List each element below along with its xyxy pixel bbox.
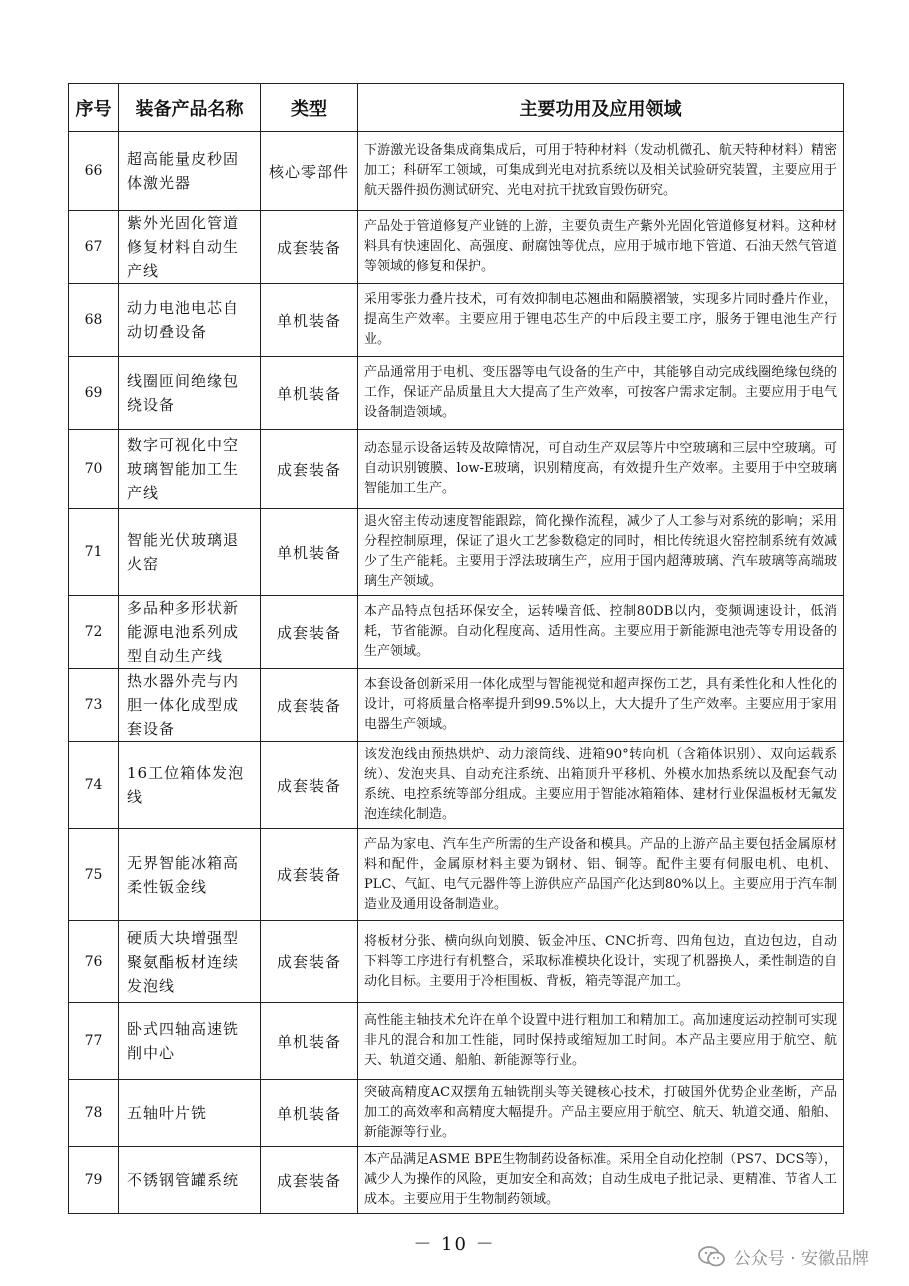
- header-index: 序号: [69, 84, 119, 132]
- row-index: 68: [69, 284, 119, 357]
- product-name: 无界智能冰箱高柔性钣金线: [119, 829, 261, 921]
- product-description: 动态显示设备运转及故障情况，可自动生产双层等片中空玻璃和三层中空玻璃。可自动识别镀膜、low-E玻璃，识别精度高，有效提升生产效率。主要用于中空玻璃智能加工生产。: [358, 430, 844, 509]
- table-row: [69, 132, 844, 211]
- equipment-table: [68, 83, 844, 1214]
- product-description: 产品为家电、汽车生产所需的生产设备和模具。产品的上游产品主要包括金属原材料和配件，金属原材料主要为钢材、铝、铜等。配件主要有伺服电机、电机、PLC、气缸、电气元器件等上游供应产品国产化达到80%以上。主要应用于汽车制造业及通用设备制造业。: [358, 829, 844, 921]
- row-index: 73: [69, 669, 119, 742]
- product-name: 智能光伏玻璃退火窑: [119, 509, 261, 596]
- product-type: 成套装备: [261, 742, 358, 829]
- product-type: 单机装备: [261, 357, 358, 430]
- product-description: 产品处于管道修复产业链的上游，主要负责生产紫外光固化管道修复材料。这种材料具有快速固化、高强度、耐腐蚀等优点，应用于城市地下管道、石油天然气管道等领域的修复和保护。: [358, 211, 844, 284]
- product-description: 该发泡线由预热烘炉、动力滚筒线、进箱90°转向机（含箱体识别）、双向运载系统）、发泡夹具、自动充注系统、出箱顶升平移机、外模水加热系统以及配套气动系统、电控系统等部分组成。主要应用于智能冰箱箱体、建材行业保温板材无氟发泡连续化制造。: [358, 742, 844, 829]
- table-row: [69, 1147, 844, 1214]
- table-row: [69, 357, 844, 430]
- product-name: 不锈钢管罐系统: [119, 1147, 261, 1214]
- product-type: 单机装备: [261, 509, 358, 596]
- table-row: [69, 669, 844, 742]
- product-type: 成套装备: [261, 1147, 358, 1214]
- product-type: 成套装备: [261, 211, 358, 284]
- header-type: 类型: [261, 84, 358, 132]
- product-name: 16工位箱体发泡线: [119, 742, 261, 829]
- table-row: [69, 509, 844, 596]
- product-name: 数字可视化中空玻璃智能加工生产线: [119, 430, 261, 509]
- product-type: 核心零部件: [261, 132, 358, 211]
- row-index: 75: [69, 829, 119, 921]
- product-type: 成套装备: [261, 921, 358, 1003]
- product-description: 退火窑主传动速度智能跟踪，简化操作流程，减少了人工参与对系统的影响；采用分程控制原理，保证了退火工艺参数稳定的同时，相比传统退火窑控制系统有效减少了生产能耗。主要用于浮法玻璃生产，应用于国内超薄玻璃、汽车玻璃等高端玻璃生产领域。: [358, 509, 844, 596]
- product-type: 单机装备: [261, 1080, 358, 1147]
- header-product-name: 装备产品名称: [119, 84, 261, 132]
- row-index: 76: [69, 921, 119, 1003]
- product-name: 热水器外壳与内胆一体化成型成套设备: [119, 669, 261, 742]
- row-index: 74: [69, 742, 119, 829]
- product-name: 紫外光固化管道修复材料自动生产线: [119, 211, 261, 284]
- table-row: [69, 596, 844, 669]
- product-description: 下游激光设备集成商集成后，可用于特种材料（发动机微孔、航天特种材料）精密加工；科研军工领域，可集成到光电对抗系统以及相关试验研究装置，主要应用于航天器件损伤测试研究、光电对抗干扰致盲毁伤研究。: [358, 132, 844, 211]
- product-description: 将板材分张、横向纵向划膜、钣金冲压、CNC折弯、四角包边，直边包边，自动下料等工序进行有机整合，采取标准模块化设计，实现了机器换人，柔性制造的自动化目标。主要用于冷柜围板、背板，箱壳等混产加工。: [358, 921, 844, 1003]
- product-description: 本套设备创新采用一体化成型与智能视觉和超声探伤工艺，具有柔性化和人性化的设计，可将质量合格率提升到99.5%以上，大大提升了生产效率。主要应用于家用电器生产领域。: [358, 669, 844, 742]
- table-row: [69, 211, 844, 284]
- product-description: 本产品满足ASME BPE生物制药设备标准。采用全自动化控制（PS7、DCS等），减少人为操作的风险，更加安全和高效；自动生成电子批记录、更精准、节省人工成本。主要应用于生物制药领域。: [358, 1147, 844, 1214]
- row-index: 72: [69, 596, 119, 669]
- product-name: 动力电池电芯自动切叠设备: [119, 284, 261, 357]
- product-name: 多品种多形状新能源电池系列成型自动生产线: [119, 596, 261, 669]
- product-name: 硬质大块增强型聚氨酯板材连续发泡线: [119, 921, 261, 1003]
- product-type: 成套装备: [261, 669, 358, 742]
- table-row: [69, 1080, 844, 1147]
- product-type: 单机装备: [261, 284, 358, 357]
- row-index: 66: [69, 132, 119, 211]
- product-type: 成套装备: [261, 596, 358, 669]
- row-index: 70: [69, 430, 119, 509]
- page-number: － 10 －: [413, 1234, 496, 1255]
- product-description: 采用零张力叠片技术，可有效抑制电芯翘曲和隔膜褶皱，实现多片同时叠片作业，提高生产效率。主要应用于锂电芯生产的中后段主要工序，服务于锂电池生产行业。: [358, 284, 844, 357]
- product-name: 卧式四轴高速铣削中心: [119, 1003, 261, 1080]
- watermark: [698, 1244, 869, 1269]
- wechat-icon: [698, 1245, 726, 1269]
- table-row: [69, 829, 844, 921]
- watermark-text: 公众号 · 安徽品牌: [733, 1249, 869, 1269]
- product-name: 五轴叶片铣: [119, 1080, 261, 1147]
- product-description: 高性能主轴技术允许在单个设置中进行粗加工和精加工。高加速度运动控制可实现非凡的混合和加工性能，同时保持或缩短加工时间。本产品主要应用于航空、航天、轨道交通、船舶、新能源等行业。: [358, 1003, 844, 1080]
- table-row: [69, 430, 844, 509]
- product-name: 线圈匝间绝缘包绕设备: [119, 357, 261, 430]
- product-description: 产品通常用于电机、变压器等电气设备的生产中，其能够自动完成线圈绝缘包绕的工作，保证产品质量且大大提高了生产效率，可按客户需求定制。主要应用于电气设备制造领域。: [358, 357, 844, 430]
- row-index: 79: [69, 1147, 119, 1214]
- table-row: [69, 921, 844, 1003]
- equipment-table-wrapper: [68, 83, 843, 1214]
- row-index: 71: [69, 509, 119, 596]
- product-type: 单机装备: [261, 1003, 358, 1080]
- header-description: 主要功用及应用领域: [358, 84, 844, 132]
- product-type: 成套装备: [261, 829, 358, 921]
- table-row: [69, 284, 844, 357]
- row-index: 69: [69, 357, 119, 430]
- product-description: 突破高精度AC双摆角五轴铣削头等关键核心技术，打破国外优势企业垄断，产品加工的高效率和高精度大幅提升。产品主要应用于航空、航天、轨道交通、船舶、新能源等行业。: [358, 1080, 844, 1147]
- table-row: [69, 742, 844, 829]
- product-type: 成套装备: [261, 430, 358, 509]
- table-header-row: [69, 84, 844, 132]
- row-index: 67: [69, 211, 119, 284]
- row-index: 78: [69, 1080, 119, 1147]
- table-row: [69, 1003, 844, 1080]
- row-index: 77: [69, 1003, 119, 1080]
- product-name: 超高能量皮秒固体激光器: [119, 132, 261, 211]
- product-description: 本产品特点包括环保安全，运转噪音低、控制80DB以内，变频调速设计，低消耗，节省能源。自动化程度高、适用性高。主要应用于新能源电池壳等专用设备的生产领域。: [358, 596, 844, 669]
